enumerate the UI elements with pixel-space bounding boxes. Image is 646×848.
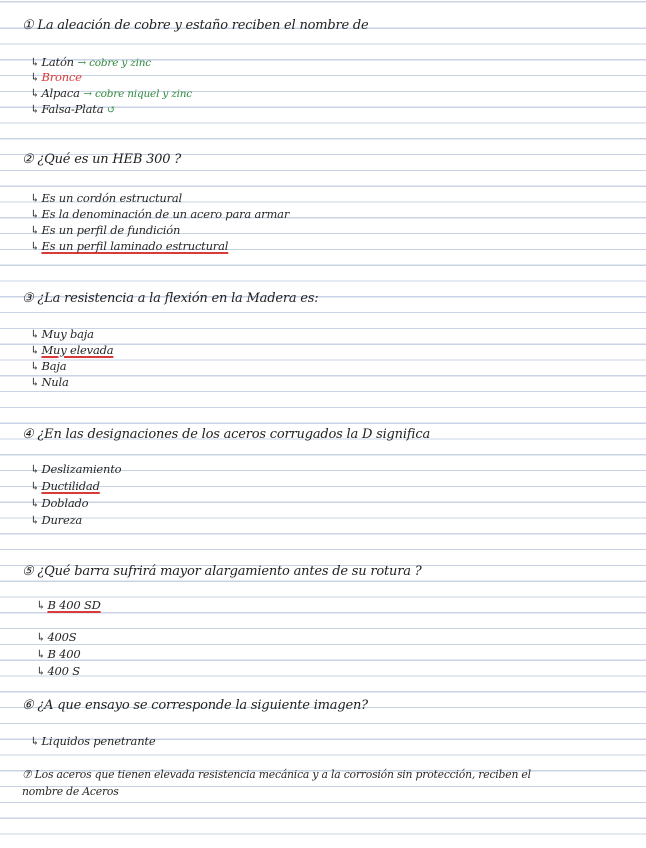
answer-arrow-icon: ↳ [30,496,40,510]
q5-option-text: 400S [47,630,77,644]
answer-arrow-icon: ↳ [30,343,40,357]
q3-option-1 [30,327,94,341]
q2-option-3 [30,223,180,237]
question-7-line-1: ⑦ Los aceros que tienen elevada resistencia mecánica y a la corrosión sin protección, reciben el [22,768,531,781]
answer-arrow-icon: ↳ [30,359,40,373]
q1-option-bronce [30,70,82,84]
q4-correct-answer: Ductilidad [41,479,100,493]
q1-option-alpaca [30,86,192,100]
q5-option-4 [36,664,80,678]
q5-option-text: 400 S [47,664,80,678]
answer-arrow-icon: ↳ [30,223,40,237]
answer-arrow-icon: ↳ [30,86,40,100]
question-1-title: ① La aleación de cobre y estaño reciben el nombre de [22,18,369,33]
q5-option-3 [36,647,81,661]
question-2-title: ② ¿Qué es un HEB 300 ? [22,152,182,167]
q2-correct-answer: Es un perfil laminado estructural [41,239,229,253]
q1-option-text: Latón [41,55,74,69]
q2-option-1 [30,191,182,205]
answer-arrow-icon: ↳ [36,647,46,661]
answer-arrow-icon: ↳ [30,70,40,84]
q1-correct-answer: Bronce [41,70,82,84]
answer-arrow-icon: ↳ [30,327,40,341]
question-4-title: ④ ¿En las designaciones de los aceros corrugados la D significa [22,427,431,442]
q3-option-text: Nula [41,375,69,389]
q1-option-note: ↺ [106,104,116,116]
answer-arrow-icon: ↳ [30,102,40,116]
question-3-title: ③ ¿La resistencia a la flexión en la Madera es: [22,291,319,306]
q4-option-1 [30,462,121,476]
answer-arrow-icon: ↳ [36,630,46,644]
q6-option-1 [30,734,155,748]
q1-option-falsa-plata [30,102,115,116]
q1-option-laton [30,55,151,69]
answer-arrow-icon: ↳ [30,375,40,389]
q4-option-text: Doblado [41,496,89,510]
q3-correct-answer: Muy elevada [41,343,114,357]
q2-option-text: Es la denominación de un acero para armar [41,207,290,221]
question-7-line-2: nombre de Aceros [22,785,119,798]
q2-option-4 [30,239,228,253]
answer-arrow-icon: ↳ [30,734,40,748]
q1-option-text: Alpaca [41,86,80,100]
q1-option-note: → cobre niquel y zinc [83,88,192,100]
question-5-title: ⑤ ¿Qué barra sufrirá mayor alargamiento antes de su rotura ? [22,564,422,579]
q3-option-3 [30,359,66,373]
q6-option-text: Liquidos penetrante [41,734,156,748]
q3-option-2 [30,343,113,357]
question-6-title: ⑥ ¿A que ensayo se corresponde la siguiente imagen? [22,698,368,713]
q4-option-2 [30,479,100,493]
q5-option-2 [36,630,76,644]
q3-option-text: Muy baja [41,327,94,341]
q2-option-text: Es un perfil de fundición [41,223,181,237]
answer-arrow-icon: ↳ [30,55,40,69]
answer-arrow-icon: ↳ [36,664,46,678]
q5-option-text: B 400 [47,647,81,661]
q4-option-text: Dureza [41,513,83,527]
q2-option-text: Es un cordón estructural [41,191,182,205]
q1-option-text: Falsa-Plata [41,102,104,116]
q4-option-text: Deslizamiento [41,462,122,476]
q2-option-2 [30,207,289,221]
answer-arrow-icon: ↳ [30,462,40,476]
q5-option-1 [36,598,101,612]
answer-arrow-icon: ↳ [30,479,40,493]
q4-option-3 [30,496,88,510]
answer-arrow-icon: ↳ [36,598,46,612]
answer-arrow-icon: ↳ [30,239,40,253]
answer-arrow-icon: ↳ [30,191,40,205]
q4-option-4 [30,513,82,527]
q5-correct-answer: B 400 SD [47,598,101,612]
q3-option-text: Baja [41,359,67,373]
q1-option-note: → cobre y zinc [77,57,151,69]
q3-option-4 [30,375,69,389]
answer-arrow-icon: ↳ [30,207,40,221]
answer-arrow-icon: ↳ [30,513,40,527]
